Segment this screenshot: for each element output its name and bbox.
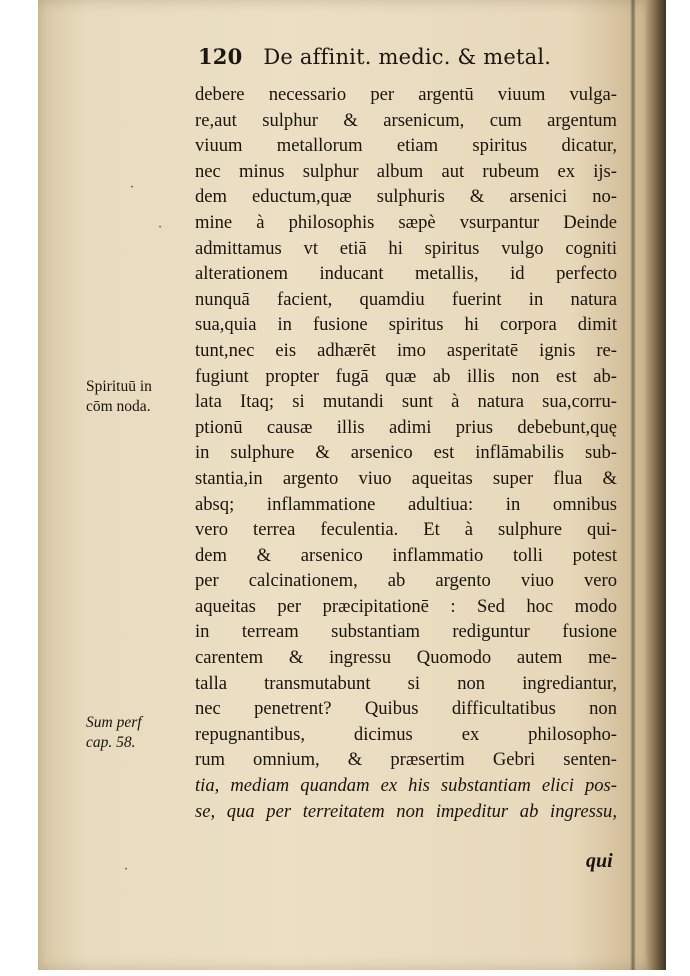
text-line: in terream substantiam rediguntur fusione	[195, 621, 617, 643]
book-page	[38, 0, 666, 970]
text-line: alterationem inducant metallis, id perfecto	[195, 263, 617, 285]
text-line: admittamus vt etiā hi spiritus vulgo cogniti	[195, 237, 617, 259]
running-title: De affinit. medic. & metal.	[263, 45, 552, 69]
book-spine-edge	[646, 0, 666, 970]
text-line: fugiunt propter fugā quæ ab illis non est ab-	[195, 365, 617, 387]
margin-note-line: Spirituū in	[86, 378, 152, 395]
margin-note-line: Sum perf	[86, 714, 142, 731]
ink-speck-mark: ·	[130, 180, 135, 195]
text-line: nunquā facient, quamdiu fuerint in natura	[195, 288, 617, 310]
body-text	[195, 82, 617, 824]
text-line: vero terrea feculentia. Et à sulphure qui-	[195, 519, 617, 541]
ink-speck-mark: ·	[124, 862, 129, 877]
text-line: dem & arsenico inflammatio tolli potest	[195, 544, 617, 566]
text-line: sua,quia in fusione spiritus hi corpora dimit	[195, 314, 617, 336]
text-line: carentem & ingressu Quomodo autem me-	[195, 647, 617, 669]
text-line: absq; inflammatione adultiua: in omnibus	[195, 493, 617, 515]
page-gutter-shadow	[630, 0, 636, 970]
text-line-italic: se, qua per terreitatem non impeditur ab ingressu,	[195, 800, 617, 822]
margin-note-line: cap. 58.	[86, 734, 136, 751]
margin-note-line: cōm noda.	[86, 398, 151, 415]
text-line: lata Itaq; si mutandi sunt à natura sua,corru-	[195, 391, 617, 413]
text-line: dem eductum,quæ sulphuris & arsenici no-	[195, 186, 617, 208]
text-line-italic: tia, mediam quandam ex his substantiam elici pos-	[195, 775, 617, 797]
catchword: qui	[586, 850, 613, 872]
text-line: talla transmutabunt si non ingrediantur,	[195, 672, 617, 694]
page-number: 120	[198, 44, 243, 69]
text-line: debere necessario per argentū viuum vulga-	[195, 84, 617, 105]
text-line: mine à philosophis sæpè vsurpantur Deinde	[195, 211, 617, 233]
margin-note	[86, 377, 152, 417]
text-line: aqueitas per præcipitationē : Sed hoc modo	[195, 595, 617, 617]
text-line: nec minus sulphur album aut rubeum ex ijs-	[195, 160, 617, 182]
text-line: nec penetrent? Quibus difficultatibus non	[195, 698, 617, 720]
text-line: re,aut sulphur & arsenicum, cum argentum	[195, 109, 617, 131]
text-line: per calcinationem, ab argento viuo vero	[195, 570, 617, 592]
ink-speck-mark: ·	[158, 220, 163, 235]
text-line: tunt,nec eis adhærēt imo asperitatē ignis re-	[195, 339, 617, 361]
text-line: rum omnium, & præsertim Gebri senten-	[195, 749, 617, 771]
margin-note	[86, 713, 142, 753]
text-line: viuum metallorum etiam spiritus dicatur,	[195, 135, 617, 157]
running-header	[198, 44, 618, 69]
text-line: ptionū causæ illis adimi prius debebunt,quę	[195, 416, 617, 438]
text-line: stantia,in argento viuo aqueitas super flua &	[195, 467, 617, 489]
text-line: in sulphure & arsenico est inflāmabilis sub-	[195, 442, 617, 464]
text-line: repugnantibus, dicimus ex philosopho-	[195, 723, 617, 745]
